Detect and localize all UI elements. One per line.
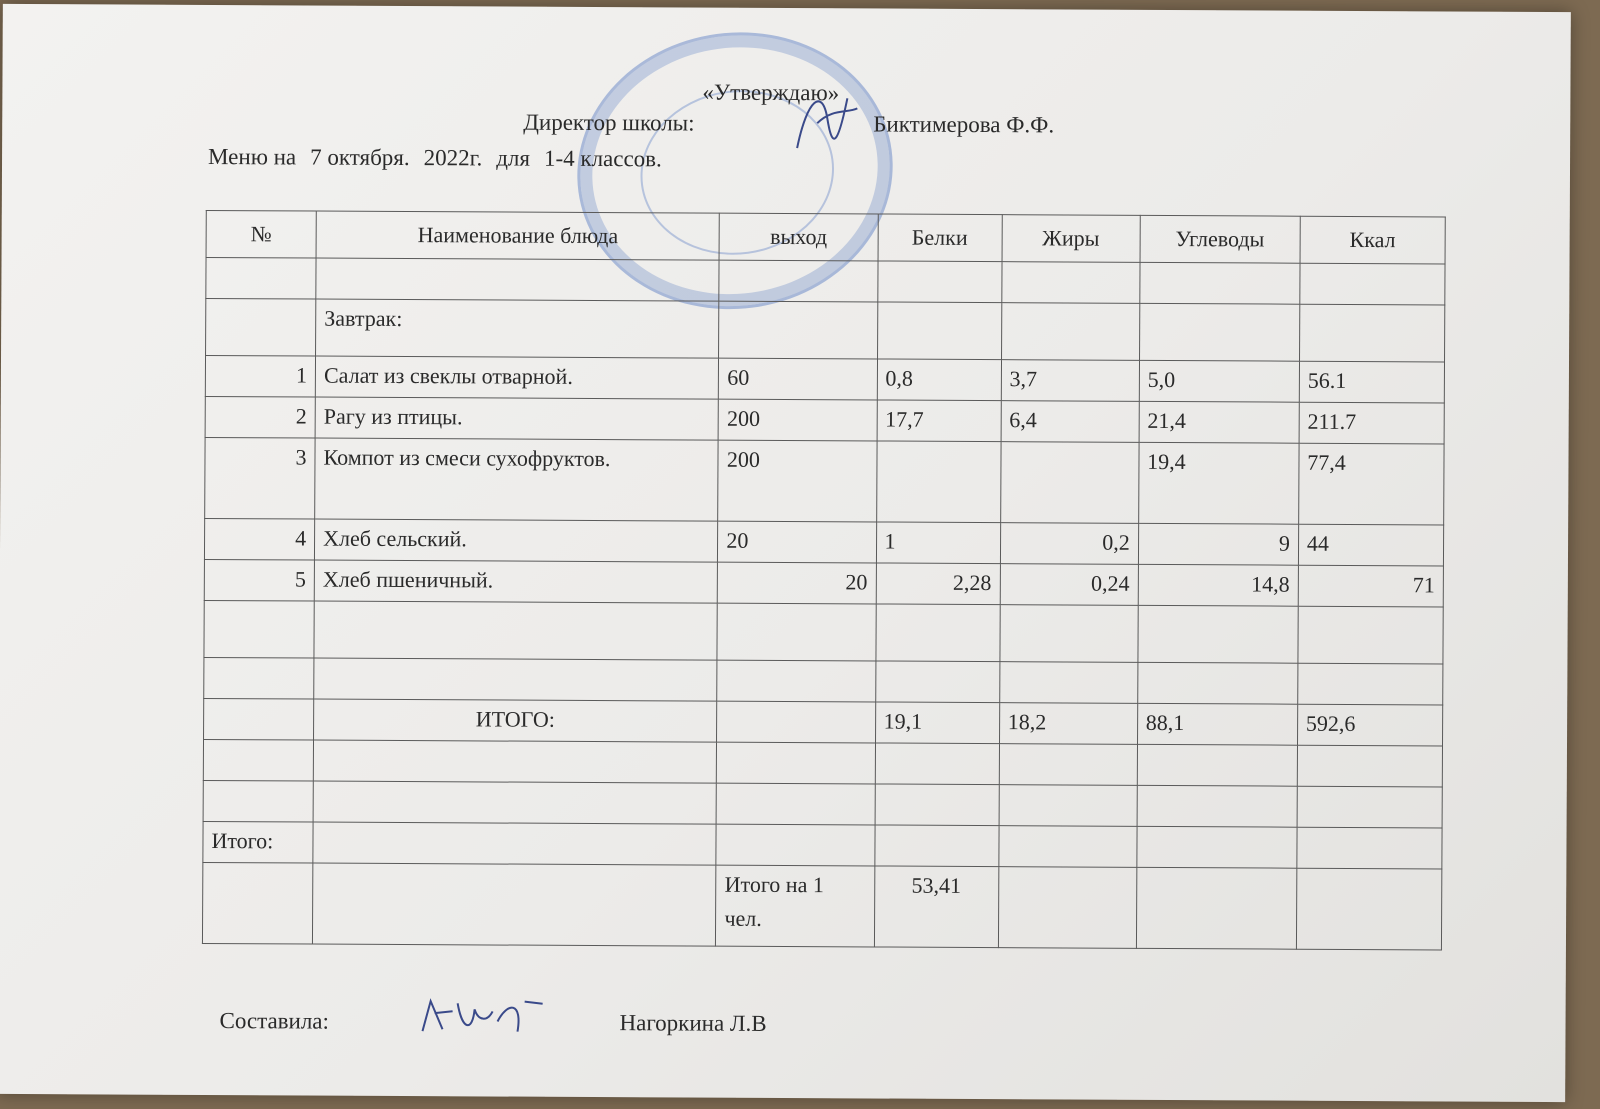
row-protein: 17,7 — [877, 400, 1001, 442]
row-kcal: 211.7 — [1299, 402, 1444, 444]
row-number: 5 — [204, 559, 314, 601]
row-output: 60 — [719, 358, 877, 400]
row-carbs: 21,4 — [1139, 401, 1299, 443]
table-row-empty — [204, 600, 1443, 663]
row-fat: 0,2 — [1000, 523, 1138, 565]
compiled-label: Составила: — [219, 1008, 330, 1034]
row-kcal: 56.1 — [1299, 361, 1444, 403]
director-label: Директор школы: — [523, 109, 695, 136]
row-protein: 1 — [876, 522, 1000, 564]
table-row-empty — [203, 780, 1442, 827]
col-header-fat: Жиры — [1002, 215, 1140, 263]
table-row-empty — [204, 657, 1443, 704]
table-row — [205, 396, 1444, 443]
col-header-number: № — [206, 210, 316, 258]
table-row-itogo — [203, 821, 1442, 868]
col-header-carbs: Углеводы — [1140, 215, 1300, 263]
table-row — [204, 518, 1443, 565]
col-header-kcal: Ккал — [1300, 216, 1445, 264]
director-name: Биктимерова Ф.Ф. — [873, 111, 1055, 138]
approve-heading: «Утверждаю» — [702, 79, 840, 106]
col-header-dish: Наименование блюда — [316, 211, 720, 260]
compiled-name: Нагоркина Л.В — [619, 1010, 767, 1036]
menu-prefix: Меню на — [208, 143, 297, 170]
menu-title — [208, 144, 676, 172]
menu-date: 7 октября. — [310, 144, 410, 171]
row-fat: 3,7 — [1001, 360, 1139, 402]
row-dish: Хлеб пшеничный. — [314, 560, 718, 603]
row-protein: 0,8 — [877, 359, 1001, 401]
row-kcal: 44 — [1298, 524, 1443, 566]
row-dish: Рагу из птицы. — [315, 397, 719, 440]
row-fat — [1000, 442, 1139, 524]
compiler-signature-icon — [412, 991, 552, 1042]
row-output: 20 — [718, 521, 876, 563]
row-protein: 2,28 — [876, 563, 1000, 605]
row-dish: Хлеб сельский. — [315, 519, 719, 562]
per-person-value: 53,41 — [874, 866, 999, 948]
menu-classes: 1-4 классов. — [543, 145, 662, 172]
menu-table — [202, 210, 1446, 950]
row-output: 200 — [718, 399, 876, 441]
row-output: 20 — [718, 562, 876, 604]
row-number: 1 — [205, 355, 315, 397]
table-row — [204, 559, 1443, 606]
row-number: 4 — [204, 518, 314, 560]
table-header-row — [206, 210, 1445, 263]
menu-for: для — [496, 145, 531, 171]
table-row-empty — [203, 739, 1442, 786]
row-number: 3 — [205, 437, 316, 519]
table-row-section — [206, 298, 1445, 361]
itogo-label: Итого: — [203, 821, 313, 863]
menu-year: 2022г. — [423, 145, 483, 171]
table-row-empty — [206, 257, 1445, 304]
table-row — [205, 355, 1444, 402]
total-fat: 18,2 — [999, 703, 1137, 745]
row-carbs: 14,8 — [1138, 564, 1298, 606]
col-header-output: выход — [719, 213, 877, 261]
per-person-label: Итого на 1 чел. — [716, 865, 875, 947]
total-protein: 19,1 — [875, 702, 999, 744]
row-carbs: 5,0 — [1139, 360, 1299, 402]
table-row — [205, 437, 1444, 524]
section-label-breakfast: Завтрак: — [316, 299, 720, 358]
total-kcal: 592,6 — [1297, 704, 1442, 746]
table-row-total — [204, 698, 1443, 745]
row-number: 2 — [205, 396, 315, 438]
row-carbs: 9 — [1138, 523, 1298, 565]
row-dish: Компот из смеси сухофруктов. — [315, 438, 719, 521]
total-carbs: 88,1 — [1137, 703, 1297, 745]
paper-sheet — [0, 4, 1571, 1102]
total-label: ИТОГО: — [314, 699, 718, 742]
row-dish: Салат из свеклы отварной. — [315, 356, 719, 399]
row-kcal: 77,4 — [1299, 443, 1445, 525]
table-row-per-person — [202, 862, 1441, 949]
row-output: 200 — [718, 440, 877, 522]
row-kcal: 71 — [1298, 565, 1443, 607]
row-fat: 0,24 — [1000, 564, 1138, 606]
row-fat: 6,4 — [1001, 401, 1139, 443]
row-carbs: 19,4 — [1138, 442, 1299, 524]
col-header-protein: Белки — [878, 214, 1002, 262]
row-protein — [876, 441, 1001, 523]
director-signature-icon — [777, 78, 867, 158]
